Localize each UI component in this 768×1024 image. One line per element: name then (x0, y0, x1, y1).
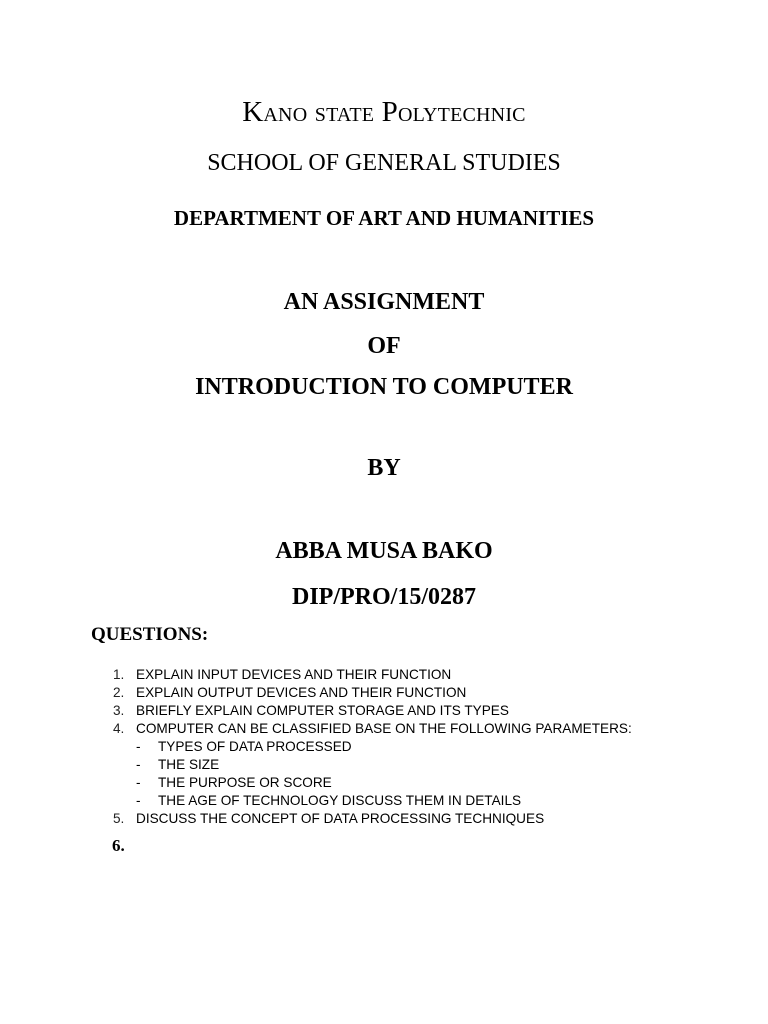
question-text: COMPUTER CAN BE CLASSIFIED BASE ON THE FOLLOWING PARAMETERS: (136, 721, 632, 736)
question-number: 5. (113, 811, 125, 826)
by-label: BY (367, 455, 401, 481)
assignment-title-line2: OF (367, 333, 401, 359)
trailing-question-number: 6. (112, 836, 125, 855)
sub-item-text: THE SIZE (158, 757, 220, 772)
question-number: 4. (113, 721, 125, 736)
sub-item-text: THE AGE OF TECHNOLOGY DISCUSS THEM IN DETAILS (158, 793, 522, 808)
sub-item-text: TYPES OF DATA PROCESSED (158, 739, 352, 754)
question-number: 1. (113, 667, 125, 682)
sub-item-text: THE PURPOSE OR SCORE (158, 775, 332, 790)
sub-item (0, 792, 768, 810)
sub-item (0, 738, 768, 756)
registration-number: DIP/PRO/15/0287 (292, 584, 476, 610)
department-name: DEPARTMENT OF ART AND HUMANITIES (173, 206, 595, 230)
questions-heading: QUESTIONS: (91, 624, 209, 645)
question-item (0, 684, 768, 702)
question-item (0, 720, 768, 738)
sub-item-marker: - (136, 775, 141, 790)
author-name: ABBA MUSA BAKO (275, 538, 493, 564)
course-title: INTRODUCTION TO COMPUTER (195, 374, 573, 400)
question-text: DISCUSS THE CONCEPT OF DATA PROCESSING TECHNIQUES (136, 811, 545, 826)
question-number: 3. (113, 703, 125, 718)
question-number: 2. (113, 685, 125, 700)
sub-item-marker: - (136, 757, 141, 772)
assignment-title-line1: AN ASSIGNMENT (283, 289, 485, 315)
question-text: BRIEFLY EXPLAIN COMPUTER STORAGE AND ITS TYPES (136, 703, 509, 718)
sub-item-marker: - (136, 739, 141, 754)
institution-name: Kano state Polytechnic (242, 96, 526, 128)
question-item (0, 666, 768, 684)
sub-item (0, 774, 768, 792)
question-item (0, 810, 768, 828)
school-name: SCHOOL OF GENERAL STUDIES (207, 150, 561, 176)
question-item (0, 702, 768, 720)
question-text: EXPLAIN INPUT DEVICES AND THEIR FUNCTION (136, 667, 452, 682)
questions-list (0, 666, 768, 828)
sub-item-marker: - (136, 793, 141, 808)
question-text: EXPLAIN OUTPUT DEVICES AND THEIR FUNCTION (136, 685, 467, 700)
sub-item (0, 756, 768, 774)
